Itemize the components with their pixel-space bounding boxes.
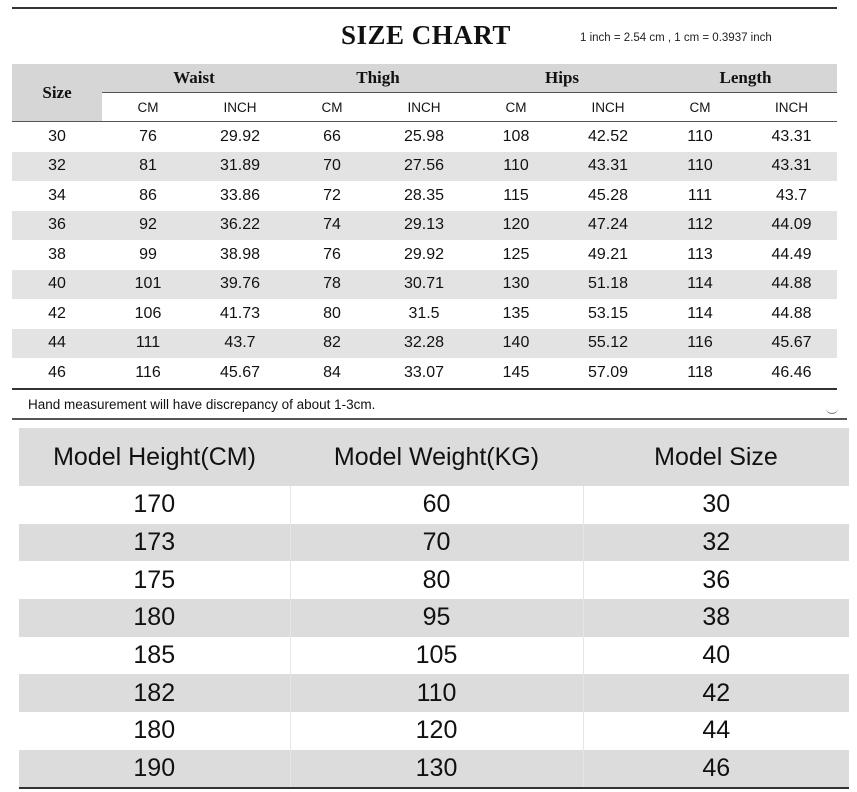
model-table bbox=[19, 428, 849, 788]
table-cell: 43.31 bbox=[562, 152, 654, 182]
table-cell: 173 bbox=[19, 524, 290, 562]
table-cell: 43.7 bbox=[775, 186, 808, 204]
top-rule bbox=[12, 7, 837, 9]
table-cell: 36.22 bbox=[194, 211, 286, 241]
table-cell: 114 bbox=[654, 270, 746, 300]
table-cell: 78 bbox=[286, 270, 378, 300]
table-cell: 30 bbox=[48, 127, 66, 145]
table-cell: 46.46 bbox=[746, 358, 837, 389]
table-cell: 74 bbox=[286, 211, 378, 241]
table-cell: 140 bbox=[470, 329, 562, 359]
table-cell: 42 bbox=[583, 674, 849, 712]
unit-header: CM bbox=[654, 93, 746, 122]
table-cell: 53.15 bbox=[587, 304, 629, 322]
table-cell: 180 bbox=[19, 712, 290, 750]
table-cell: 38.98 bbox=[219, 245, 261, 263]
table-cell: 44.88 bbox=[746, 270, 837, 300]
table-cell: 33.07 bbox=[378, 358, 470, 389]
unit-header: CM bbox=[102, 93, 194, 122]
size-row bbox=[12, 358, 837, 389]
section-divider bbox=[12, 418, 847, 420]
table-cell: 60 bbox=[290, 486, 583, 524]
table-cell: 42 bbox=[48, 304, 66, 322]
table-cell: 175 bbox=[19, 561, 290, 599]
size-row bbox=[12, 240, 837, 270]
size-row bbox=[12, 270, 837, 300]
table-cell: 170 bbox=[19, 486, 290, 524]
table-cell: 116 bbox=[102, 358, 194, 389]
model-size-header: Model Size bbox=[583, 428, 849, 486]
unit-conversion-note: 1 inch = 2.54 cm , 1 cm = 0.3937 inch bbox=[580, 32, 772, 44]
table-cell: 42.52 bbox=[587, 127, 629, 145]
unit-header-row bbox=[12, 93, 837, 122]
model-row bbox=[19, 674, 849, 712]
unit-header: CM bbox=[470, 93, 562, 122]
table-cell: 111 bbox=[687, 186, 713, 204]
size-header-row bbox=[12, 64, 837, 93]
bottom-rule bbox=[19, 787, 849, 789]
table-cell: 45.67 bbox=[194, 358, 286, 389]
table-cell: 118 bbox=[654, 358, 746, 389]
table-cell: 41.73 bbox=[219, 304, 261, 322]
table-cell: 28.35 bbox=[403, 186, 445, 204]
table-cell: 81 bbox=[102, 152, 194, 182]
table-cell: 80 bbox=[290, 561, 583, 599]
table-cell: 46 bbox=[12, 358, 102, 389]
table-cell: 43.7 bbox=[194, 329, 286, 359]
table-cell: 32.28 bbox=[378, 329, 470, 359]
table-cell: 76 bbox=[323, 245, 341, 263]
model-row bbox=[19, 561, 849, 599]
table-cell: 190 bbox=[19, 750, 290, 788]
table-cell: 130 bbox=[290, 750, 583, 788]
table-cell: 110 bbox=[654, 152, 746, 182]
table-cell: 92 bbox=[102, 211, 194, 241]
table-cell: 145 bbox=[470, 358, 562, 389]
group-header-length: Length bbox=[654, 64, 837, 93]
model-row bbox=[19, 486, 849, 524]
table-cell: 32 bbox=[12, 152, 102, 182]
table-cell: 45.67 bbox=[746, 329, 837, 359]
table-cell: 84 bbox=[286, 358, 378, 389]
table-cell: 43.31 bbox=[746, 152, 837, 182]
table-cell: 120 bbox=[470, 211, 562, 241]
table-cell: 130 bbox=[470, 270, 562, 300]
table-cell: 27.56 bbox=[378, 152, 470, 182]
table-cell: 38 bbox=[48, 245, 66, 263]
model-table-body bbox=[19, 486, 849, 788]
table-cell: 110 bbox=[470, 152, 562, 182]
table-cell: 70 bbox=[286, 152, 378, 182]
table-cell: 108 bbox=[502, 127, 530, 145]
table-cell: 72 bbox=[323, 186, 341, 204]
table-cell: 47.24 bbox=[562, 211, 654, 241]
table-cell: 46 bbox=[583, 750, 849, 788]
table-cell: 80 bbox=[323, 304, 341, 322]
table-cell: 44.09 bbox=[746, 211, 837, 241]
table-cell: 115 bbox=[503, 186, 529, 204]
table-cell: 86 bbox=[139, 186, 157, 204]
table-cell: 180 bbox=[19, 599, 290, 637]
table-cell: 185 bbox=[19, 637, 290, 675]
table-cell: 44 bbox=[583, 712, 849, 750]
table-cell: 125 bbox=[502, 245, 530, 263]
group-header-waist: Waist bbox=[102, 64, 286, 93]
table-cell: 40 bbox=[583, 637, 849, 675]
table-cell: 51.18 bbox=[562, 270, 654, 300]
table-cell: 44 bbox=[12, 329, 102, 359]
group-header-hips: Hips bbox=[470, 64, 654, 93]
table-cell: 114 bbox=[687, 304, 713, 322]
measurement-note: Hand measurement will have discrepancy of about 1-3cm. bbox=[28, 397, 376, 412]
model-row bbox=[19, 750, 849, 788]
table-cell: 116 bbox=[654, 329, 746, 359]
table-cell: 111 bbox=[102, 329, 194, 359]
table-cell: 44.49 bbox=[771, 245, 812, 263]
unit-header: INCH bbox=[562, 93, 654, 122]
table-cell: 40 bbox=[12, 270, 102, 300]
table-cell: 113 bbox=[687, 245, 713, 263]
table-cell: 99 bbox=[139, 245, 157, 263]
model-row bbox=[19, 524, 849, 562]
decorative-arc bbox=[826, 408, 838, 414]
table-cell: 34 bbox=[48, 186, 66, 204]
table-cell: 39.76 bbox=[194, 270, 286, 300]
table-cell: 110 bbox=[290, 674, 583, 712]
table-cell: 29.13 bbox=[378, 211, 470, 241]
table-cell: 66 bbox=[323, 127, 341, 145]
table-cell: 25.98 bbox=[403, 127, 445, 145]
table-cell: 38 bbox=[583, 599, 849, 637]
size-row bbox=[12, 152, 837, 182]
table-cell: 43.31 bbox=[771, 127, 812, 145]
model-row bbox=[19, 599, 849, 637]
size-column-header: Size bbox=[12, 64, 102, 122]
model-row bbox=[19, 637, 849, 675]
table-cell: 70 bbox=[290, 524, 583, 562]
table-cell: 36 bbox=[583, 561, 849, 599]
table-cell: 55.12 bbox=[562, 329, 654, 359]
table-cell: 45.28 bbox=[587, 186, 629, 204]
model-height-header: Model Height(CM) bbox=[19, 428, 290, 486]
model-weight-header: Model Weight(KG) bbox=[290, 428, 583, 486]
table-cell: 57.09 bbox=[562, 358, 654, 389]
table-cell: 182 bbox=[19, 674, 290, 712]
table-cell: 49.21 bbox=[587, 245, 629, 263]
table-cell: 120 bbox=[290, 712, 583, 750]
table-cell: 30.71 bbox=[378, 270, 470, 300]
table-cell: 112 bbox=[654, 211, 746, 241]
table-cell: 101 bbox=[102, 270, 194, 300]
table-cell: 31.5 bbox=[408, 304, 440, 322]
table-cell: 29.92 bbox=[219, 127, 261, 145]
unit-header: INCH bbox=[378, 93, 470, 122]
unit-header: CM bbox=[286, 93, 378, 122]
table-cell: 76 bbox=[139, 127, 157, 145]
table-cell: 135 bbox=[502, 304, 530, 322]
table-cell: 36 bbox=[12, 211, 102, 241]
table-cell: 106 bbox=[134, 304, 162, 322]
table-cell: 44.88 bbox=[771, 304, 812, 322]
size-chart-table bbox=[12, 64, 837, 390]
table-cell: 110 bbox=[687, 127, 713, 145]
table-cell: 95 bbox=[290, 599, 583, 637]
table-cell: 30 bbox=[583, 486, 849, 524]
table-cell: 29.92 bbox=[403, 245, 445, 263]
unit-header: INCH bbox=[194, 93, 286, 122]
page-title: SIZE CHART bbox=[341, 20, 511, 50]
title-row bbox=[12, 12, 837, 62]
size-row bbox=[12, 299, 837, 329]
table-cell: 33.86 bbox=[219, 186, 261, 204]
table-cell: 32 bbox=[583, 524, 849, 562]
table-cell: 82 bbox=[286, 329, 378, 359]
size-row bbox=[12, 181, 837, 211]
size-row bbox=[12, 211, 837, 241]
unit-header: INCH bbox=[746, 93, 837, 122]
table-cell: 31.89 bbox=[194, 152, 286, 182]
size-table-body bbox=[12, 122, 837, 389]
group-header-thigh: Thigh bbox=[286, 64, 470, 93]
model-header-row bbox=[19, 428, 849, 486]
size-row bbox=[12, 329, 837, 359]
size-row bbox=[12, 122, 837, 152]
model-row bbox=[19, 712, 849, 750]
table-cell: 105 bbox=[290, 637, 583, 675]
